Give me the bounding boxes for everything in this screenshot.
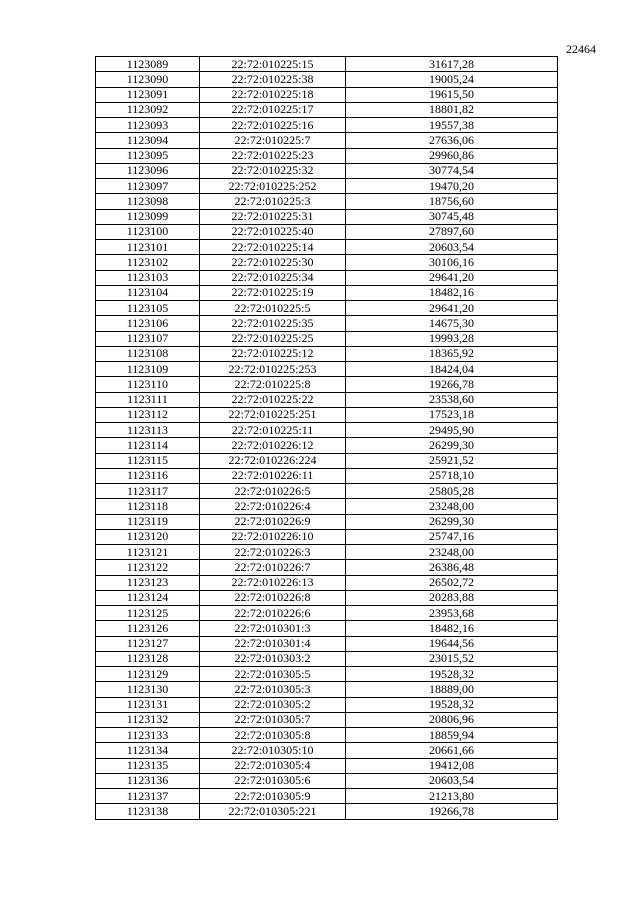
table-row: [96, 285, 558, 300]
cadastral-number-cell: 22:72:010305:10: [200, 743, 346, 758]
table-row: [96, 743, 558, 758]
value-cell: 26386,48: [346, 560, 558, 575]
value-cell: 30106,16: [346, 255, 558, 270]
value-cell: 23248,00: [346, 545, 558, 560]
cadastral-number-cell: 22:72:010225:253: [200, 362, 346, 377]
table-row: [96, 804, 558, 819]
table-row: [96, 499, 558, 514]
table-row: [96, 590, 558, 605]
cadastral-number-cell: 22:72:010226:7: [200, 560, 346, 575]
table-row: [96, 789, 558, 804]
table-row: [96, 453, 558, 468]
table-row: [96, 118, 558, 133]
value-cell: 19615,50: [346, 87, 558, 102]
record-number-cell: 1123098: [96, 194, 200, 209]
record-number-cell: 1123127: [96, 636, 200, 651]
value-cell: 20603,54: [346, 240, 558, 255]
record-number-cell: 1123091: [96, 87, 200, 102]
table-row: [96, 773, 558, 788]
record-number-cell: 1123107: [96, 331, 200, 346]
cadastral-number-cell: 22:72:010305:4: [200, 758, 346, 773]
record-number-cell: 1123128: [96, 651, 200, 666]
cadastral-number-cell: 22:72:010225:34: [200, 270, 346, 285]
page-number: 22464: [566, 42, 596, 56]
cadastral-number-cell: 22:72:010226:6: [200, 606, 346, 621]
value-cell: 18859,94: [346, 728, 558, 743]
value-cell: 19528,32: [346, 697, 558, 712]
table-row: [96, 682, 558, 697]
table-row: [96, 407, 558, 422]
record-number-cell: 1123116: [96, 468, 200, 483]
value-cell: 18801,82: [346, 102, 558, 117]
cadastral-number-cell: 22:72:010225:16: [200, 118, 346, 133]
record-number-cell: 1123121: [96, 545, 200, 560]
table-row: [96, 133, 558, 148]
record-number-cell: 1123093: [96, 118, 200, 133]
record-number-cell: 1123104: [96, 285, 200, 300]
record-number-cell: 1123114: [96, 438, 200, 453]
table-row: [96, 179, 558, 194]
cadastral-number-cell: 22:72:010225:32: [200, 163, 346, 178]
table-row: [96, 651, 558, 666]
cadastral-number-cell: 22:72:010225:25: [200, 331, 346, 346]
cadastral-number-cell: 22:72:010226:10: [200, 529, 346, 544]
record-number-cell: 1123094: [96, 133, 200, 148]
cadastral-number-cell: 22:72:010225:23: [200, 148, 346, 163]
table-row: [96, 728, 558, 743]
cadastral-number-cell: 22:72:010305:6: [200, 773, 346, 788]
record-number-cell: 1123111: [96, 392, 200, 407]
table-row: [96, 545, 558, 560]
record-number-cell: 1123095: [96, 148, 200, 163]
record-number-cell: 1123089: [96, 57, 200, 72]
record-number-cell: 1123133: [96, 728, 200, 743]
table-row: [96, 484, 558, 499]
cadastral-value-table: [95, 56, 558, 820]
value-cell: 23953,68: [346, 606, 558, 621]
cadastral-number-cell: 22:72:010225:17: [200, 102, 346, 117]
value-cell: 31617,28: [346, 57, 558, 72]
table-row: [96, 194, 558, 209]
value-cell: 18482,16: [346, 285, 558, 300]
cadastral-number-cell: 22:72:010225:8: [200, 377, 346, 392]
cadastral-number-cell: 22:72:010226:5: [200, 484, 346, 499]
value-cell: 14675,30: [346, 316, 558, 331]
value-cell: 26299,30: [346, 514, 558, 529]
table-row: [96, 209, 558, 224]
table-row: [96, 87, 558, 102]
cadastral-number-cell: 22:72:010225:22: [200, 392, 346, 407]
value-cell: 23538,60: [346, 392, 558, 407]
value-cell: 18889,00: [346, 682, 558, 697]
record-number-cell: 1123122: [96, 560, 200, 575]
table-row: [96, 697, 558, 712]
table-row: [96, 758, 558, 773]
cadastral-number-cell: 22:72:010226:13: [200, 575, 346, 590]
record-number-cell: 1123106: [96, 316, 200, 331]
cadastral-number-cell: 22:72:010226:9: [200, 514, 346, 529]
record-number-cell: 1123090: [96, 72, 200, 87]
record-number-cell: 1123130: [96, 682, 200, 697]
value-cell: 30774,54: [346, 163, 558, 178]
cadastral-number-cell: 22:72:010225:19: [200, 285, 346, 300]
value-cell: 19266,78: [346, 804, 558, 819]
table-row: [96, 468, 558, 483]
record-number-cell: 1123123: [96, 575, 200, 590]
cadastral-number-cell: 22:72:010225:5: [200, 301, 346, 316]
table-row: [96, 148, 558, 163]
table-row: [96, 621, 558, 636]
record-number-cell: 1123117: [96, 484, 200, 499]
record-number-cell: 1123109: [96, 362, 200, 377]
table-row: [96, 301, 558, 316]
table-row: [96, 240, 558, 255]
table-row: [96, 362, 558, 377]
table-row: [96, 712, 558, 727]
record-number-cell: 1123100: [96, 224, 200, 239]
record-number-cell: 1123132: [96, 712, 200, 727]
table-row: [96, 529, 558, 544]
value-cell: 23248,00: [346, 499, 558, 514]
record-number-cell: 1123110: [96, 377, 200, 392]
cadastral-number-cell: 22:72:010225:15: [200, 57, 346, 72]
table-row: [96, 270, 558, 285]
record-number-cell: 1123105: [96, 301, 200, 316]
cadastral-number-cell: 22:72:010305:221: [200, 804, 346, 819]
table-row: [96, 377, 558, 392]
table-row: [96, 636, 558, 651]
table-row: [96, 331, 558, 346]
value-cell: 18365,92: [346, 346, 558, 361]
record-number-cell: 1123102: [96, 255, 200, 270]
table-row: [96, 392, 558, 407]
value-cell: 27636,06: [346, 133, 558, 148]
record-number-cell: 1123119: [96, 514, 200, 529]
record-number-cell: 1123101: [96, 240, 200, 255]
record-number-cell: 1123138: [96, 804, 200, 819]
value-cell: 20806,96: [346, 712, 558, 727]
table-row: [96, 72, 558, 87]
cadastral-number-cell: 22:72:010225:7: [200, 133, 346, 148]
record-number-cell: 1123099: [96, 209, 200, 224]
record-number-cell: 1123103: [96, 270, 200, 285]
record-number-cell: 1123125: [96, 606, 200, 621]
table-body: [96, 57, 558, 820]
value-cell: 30745,48: [346, 209, 558, 224]
value-cell: 26299,30: [346, 438, 558, 453]
value-cell: 19993,28: [346, 331, 558, 346]
record-number-cell: 1123097: [96, 179, 200, 194]
record-number-cell: 1123120: [96, 529, 200, 544]
record-number-cell: 1123108: [96, 346, 200, 361]
value-cell: 26502,72: [346, 575, 558, 590]
value-cell: 19644,56: [346, 636, 558, 651]
cadastral-number-cell: 22:72:010305:7: [200, 712, 346, 727]
value-cell: 29495,90: [346, 423, 558, 438]
cadastral-number-cell: 22:72:010226:224: [200, 453, 346, 468]
cadastral-number-cell: 22:72:010305:2: [200, 697, 346, 712]
cadastral-number-cell: 22:72:010226:8: [200, 590, 346, 605]
value-cell: 18756,60: [346, 194, 558, 209]
cadastral-number-cell: 22:72:010225:11: [200, 423, 346, 438]
record-number-cell: 1123131: [96, 697, 200, 712]
cadastral-number-cell: 22:72:010225:30: [200, 255, 346, 270]
value-cell: 19005,24: [346, 72, 558, 87]
table-row: [96, 560, 558, 575]
cadastral-number-cell: 22:72:010226:12: [200, 438, 346, 453]
value-cell: 25805,28: [346, 484, 558, 499]
record-number-cell: 1123112: [96, 407, 200, 422]
cadastral-number-cell: 22:72:010305:3: [200, 682, 346, 697]
value-cell: 25921,52: [346, 453, 558, 468]
value-cell: 29960,86: [346, 148, 558, 163]
value-cell: 27897,60: [346, 224, 558, 239]
table-row: [96, 57, 558, 72]
cadastral-number-cell: 22:72:010225:251: [200, 407, 346, 422]
record-number-cell: 1123096: [96, 163, 200, 178]
cadastral-number-cell: 22:72:010225:252: [200, 179, 346, 194]
table-row: [96, 514, 558, 529]
value-cell: 20283,88: [346, 590, 558, 605]
value-cell: 20661,66: [346, 743, 558, 758]
value-cell: 29641,20: [346, 270, 558, 285]
value-cell: 29641,20: [346, 301, 558, 316]
cadastral-number-cell: 22:72:010225:12: [200, 346, 346, 361]
value-cell: 18482,16: [346, 621, 558, 636]
cadastral-number-cell: 22:72:010225:38: [200, 72, 346, 87]
value-cell: 18424,04: [346, 362, 558, 377]
value-cell: 19412,08: [346, 758, 558, 773]
record-number-cell: 1123126: [96, 621, 200, 636]
cadastral-number-cell: 22:72:010226:3: [200, 545, 346, 560]
cadastral-number-cell: 22:72:010305:9: [200, 789, 346, 804]
table-row: [96, 606, 558, 621]
table-row: [96, 102, 558, 117]
record-number-cell: 1123124: [96, 590, 200, 605]
table-row: [96, 316, 558, 331]
cadastral-number-cell: 22:72:010301:4: [200, 636, 346, 651]
value-cell: 23015,52: [346, 651, 558, 666]
cadastral-number-cell: 22:72:010225:40: [200, 224, 346, 239]
table-row: [96, 346, 558, 361]
value-cell: 19557,38: [346, 118, 558, 133]
cadastral-number-cell: 22:72:010305:8: [200, 728, 346, 743]
table-row: [96, 575, 558, 590]
cadastral-number-cell: 22:72:010225:35: [200, 316, 346, 331]
value-cell: 25747,16: [346, 529, 558, 544]
record-number-cell: 1123129: [96, 667, 200, 682]
value-cell: 19266,78: [346, 377, 558, 392]
record-number-cell: 1123135: [96, 758, 200, 773]
record-number-cell: 1123113: [96, 423, 200, 438]
table-row: [96, 438, 558, 453]
table-row: [96, 224, 558, 239]
value-cell: 20603,54: [346, 773, 558, 788]
value-cell: 21213,80: [346, 789, 558, 804]
cadastral-number-cell: 22:72:010305:5: [200, 667, 346, 682]
cadastral-number-cell: 22:72:010301:3: [200, 621, 346, 636]
table-row: [96, 423, 558, 438]
cadastral-number-cell: 22:72:010225:31: [200, 209, 346, 224]
table-row: [96, 667, 558, 682]
value-cell: 25718,10: [346, 468, 558, 483]
record-number-cell: 1123115: [96, 453, 200, 468]
cadastral-number-cell: 22:72:010226:4: [200, 499, 346, 514]
record-number-cell: 1123134: [96, 743, 200, 758]
table-row: [96, 163, 558, 178]
cadastral-number-cell: 22:72:010225:3: [200, 194, 346, 209]
cadastral-number-cell: 22:72:010225:18: [200, 87, 346, 102]
cadastral-number-cell: 22:72:010226:11: [200, 468, 346, 483]
value-cell: 19528,32: [346, 667, 558, 682]
table-row: [96, 255, 558, 270]
record-number-cell: 1123118: [96, 499, 200, 514]
cadastral-number-cell: 22:72:010225:14: [200, 240, 346, 255]
cadastral-number-cell: 22:72:010303:2: [200, 651, 346, 666]
record-number-cell: 1123136: [96, 773, 200, 788]
value-cell: 17523,18: [346, 407, 558, 422]
value-cell: 19470,20: [346, 179, 558, 194]
record-number-cell: 1123137: [96, 789, 200, 804]
record-number-cell: 1123092: [96, 102, 200, 117]
